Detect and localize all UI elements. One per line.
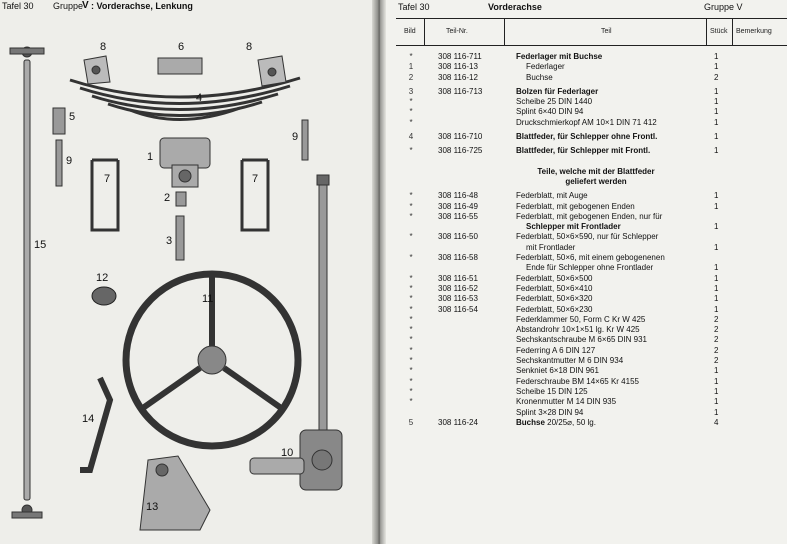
table-row	[396, 212, 787, 222]
table-row	[396, 315, 787, 325]
subheading	[396, 177, 787, 187]
row-teil: mit Frontlader	[526, 242, 576, 252]
row-stueck: 2	[714, 345, 719, 355]
row-teilnr: 308 116-13	[438, 62, 478, 72]
table-row	[396, 73, 787, 83]
row-stueck: 1	[714, 97, 719, 107]
parts-table	[396, 52, 787, 428]
row-bild: *	[409, 201, 413, 211]
callout-13: 13	[146, 501, 159, 513]
col-stueck: Stück	[710, 28, 728, 35]
row-bild: *	[409, 366, 413, 376]
table-row	[396, 346, 787, 356]
row-teil: Federblatt, 50×6×230	[516, 304, 593, 314]
table-row	[396, 274, 787, 284]
row-teil: Federblatt, mit gebogenen Enden	[516, 201, 635, 211]
row-teil: Buchse 20/25⌀, 50 lg.	[516, 417, 596, 427]
row-bild: *	[409, 52, 413, 61]
row-bild: *	[409, 146, 413, 156]
row-stueck: 1	[714, 263, 719, 273]
row-teilnr: 308 116-12	[438, 72, 478, 82]
table-row	[396, 325, 787, 335]
row-bild: 1	[408, 62, 414, 72]
row-stueck: 2	[714, 314, 719, 324]
subheading	[396, 167, 787, 177]
row-teilnr: 308 116-53	[438, 294, 478, 304]
table-row	[396, 52, 787, 62]
row-teil: Blattfeder, für Schlepper ohne Frontl.	[516, 132, 658, 142]
row-bild: 3	[408, 86, 414, 96]
spring-bracket-8-left	[84, 56, 110, 84]
callout-3: 3	[166, 235, 173, 247]
table-row	[396, 62, 787, 72]
callout-4: 4	[196, 92, 203, 104]
row-teilnr: 308 116-52	[438, 283, 478, 293]
callout-7-right: 7	[252, 173, 259, 185]
row-bild: *	[409, 356, 413, 366]
row-bild: *	[409, 376, 413, 386]
table-row	[396, 243, 787, 253]
row-stueck: 1	[714, 376, 719, 386]
bushing-5	[53, 108, 65, 134]
pin-3	[176, 216, 184, 260]
clamp-7-right	[242, 160, 268, 230]
row-bild: *	[409, 117, 413, 127]
row-teilnr: 308 116-50	[438, 232, 478, 242]
row-teil: Buchse	[526, 72, 553, 82]
row-teil: Splint 6×40 DIN 94	[516, 107, 584, 117]
row-bild: 2	[408, 72, 414, 82]
left-page	[0, 0, 372, 544]
row-teil: Splint 3×28 DIN 94	[516, 407, 584, 417]
row-bild: *	[409, 283, 413, 293]
bushing-2	[176, 192, 186, 206]
row-stueck: 1	[714, 201, 719, 211]
bolt-9-right	[302, 120, 308, 160]
bracket-13	[140, 456, 210, 530]
row-stueck: 1	[714, 191, 719, 201]
left-tafel: Tafel 30	[2, 1, 34, 11]
row-stueck: 1	[714, 273, 719, 283]
row-teilnr: 308 116-711	[438, 52, 482, 61]
row-teilnr: 308 116-51	[438, 273, 478, 283]
tie-rod-15	[10, 47, 47, 518]
row-teil: Sechskantmutter M 6 DIN 934	[516, 356, 624, 366]
clamp-7-left	[92, 160, 118, 230]
row-teilnr: 308 116-48	[438, 191, 478, 201]
row-teilnr: 308 116-54	[438, 304, 478, 314]
row-teil: Senkniet 6×18 DIN 961	[516, 366, 599, 376]
callout-9-right: 9	[292, 131, 299, 143]
row-stueck: 1	[714, 52, 719, 61]
right-header	[386, 0, 787, 14]
row-stueck: 1	[714, 222, 719, 232]
row-teil: Federlager	[526, 62, 565, 72]
row-bild: *	[409, 294, 413, 304]
row-bild: 5	[408, 417, 414, 427]
row-stueck: 2	[714, 72, 719, 82]
row-stueck: 1	[714, 107, 719, 117]
right-tafel: Tafel 30	[398, 2, 430, 12]
row-stueck: 1	[714, 62, 719, 72]
row-teil: Federlager mit Buchse	[516, 52, 603, 61]
col-teil: Teil	[601, 28, 612, 35]
row-teil: Federklammer 50, Form C Kr W 425	[516, 314, 646, 324]
table-row	[396, 263, 787, 273]
row-bild: *	[409, 253, 413, 263]
row-teil: Federblatt, mit gebogenen Enden, nur für	[516, 211, 663, 221]
subheading-text: Teile, welche mit der Blattfeder	[537, 166, 655, 176]
row-stueck: 1	[714, 386, 719, 396]
subheading-text: geliefert werden	[565, 176, 627, 186]
right-page	[386, 0, 787, 544]
row-bild: *	[409, 386, 413, 396]
callout-9-left: 9	[66, 155, 73, 167]
parts-diagram	[0, 14, 372, 544]
row-teil: Bolzen für Federlager	[516, 86, 599, 96]
table-row	[396, 146, 787, 156]
row-stueck: 1	[714, 407, 719, 417]
row-teil: Federblatt, 50×6×590, nur für Schlepper	[516, 232, 659, 242]
row-teilnr: 308 116-710	[438, 132, 483, 142]
row-bild: *	[409, 345, 413, 355]
spring-bracket-8-right	[258, 56, 286, 86]
callout-6: 6	[178, 41, 185, 53]
callout-1: 1	[147, 151, 154, 163]
row-bild: *	[409, 397, 413, 407]
row-teil: Federblatt, 50×6×410	[516, 283, 593, 293]
table-row	[396, 366, 787, 376]
callout-5: 5	[69, 111, 76, 123]
row-teil: Federring A 6 DIN 127	[516, 345, 596, 355]
row-teil: Kronenmutter M 14 DIN 935	[516, 397, 617, 407]
row-teil: Scheibe 15 DIN 125	[516, 386, 588, 396]
row-bild: 4	[408, 132, 414, 142]
callout-14: 14	[82, 413, 95, 425]
table-row	[396, 87, 787, 97]
row-stueck: 1	[714, 242, 719, 252]
row-bild: *	[409, 97, 413, 107]
book-gutter	[372, 0, 386, 544]
left-gruppe: Gruppe	[53, 1, 84, 11]
callout-10: 10	[281, 447, 294, 459]
row-teil: Federblatt, 50×6, mit einem gebogenenen	[516, 253, 665, 263]
table-row	[396, 377, 787, 387]
row-stueck: 1	[714, 397, 719, 407]
table-row	[396, 222, 787, 232]
table-row	[396, 191, 787, 201]
callout-8-right: 8	[246, 41, 253, 53]
block-6	[158, 58, 202, 74]
col-teilnr: Teil-Nr.	[446, 28, 468, 35]
row-stueck: 1	[714, 86, 719, 96]
row-stueck: 1	[714, 294, 719, 304]
row-stueck: 4	[714, 417, 719, 427]
row-stueck: 2	[714, 356, 719, 366]
table-row	[396, 408, 787, 418]
row-bild: *	[409, 273, 413, 283]
callout-7-left: 7	[104, 173, 111, 185]
row-teil: Federblatt, mit Auge	[516, 191, 588, 201]
table-row	[396, 232, 787, 242]
row-bild: *	[409, 304, 413, 314]
table-row	[396, 294, 787, 304]
callout-2: 2	[164, 192, 171, 204]
callout-8-left: 8	[100, 41, 107, 53]
right-title: Vorderachse	[488, 2, 542, 12]
table-row	[396, 418, 787, 428]
table-row	[396, 305, 787, 315]
row-teil: Schlepper mit Frontlader	[526, 222, 621, 232]
col-bild: Bild	[404, 28, 416, 35]
row-bild: *	[409, 232, 413, 242]
row-teilnr: 308 116-49	[438, 201, 478, 211]
table-row	[396, 132, 787, 142]
row-stueck: 1	[714, 366, 719, 376]
callout-11: 11	[202, 293, 214, 305]
row-teilnr: 308 116-725	[438, 146, 483, 156]
row-teil: Federschraube BM 14×65 Kr 4155	[516, 376, 639, 386]
cap-12	[92, 287, 116, 305]
row-stueck: 2	[714, 325, 719, 335]
row-teil: Federblatt, 50×6×320	[516, 294, 593, 304]
left-section-title: : Vorderachse, Lenkung	[91, 1, 193, 11]
row-teil: Ende für Schlepper ohne Frontlader	[526, 263, 654, 273]
row-teilnr: 308 116-713	[438, 86, 483, 96]
row-teilnr: 308 116-55	[438, 211, 478, 221]
table-row	[396, 253, 787, 263]
left-gruppe-letter: V	[82, 0, 89, 11]
row-stueck: 1	[714, 283, 719, 293]
row-bild: *	[409, 325, 413, 335]
row-stueck: 1	[714, 146, 719, 156]
table-header	[396, 18, 787, 46]
row-teil: Blattfeder, für Schlepper mit Frontl.	[516, 146, 651, 156]
row-teil: Druckschmierkopf AM 10×1 DIN 71 412	[516, 117, 657, 127]
table-row	[396, 387, 787, 397]
table-row	[396, 202, 787, 212]
row-bild: *	[409, 211, 413, 221]
row-bild: *	[409, 107, 413, 117]
table-row	[396, 284, 787, 294]
callout-15: 15	[34, 239, 47, 251]
right-gruppe: Gruppe V	[704, 2, 743, 12]
table-row	[396, 118, 787, 128]
row-stueck: 1	[714, 304, 719, 314]
row-teilnr: 308 116-24	[438, 417, 478, 427]
row-stueck: 2	[714, 335, 719, 345]
row-teilnr: 308 116-58	[438, 253, 478, 263]
table-row	[396, 356, 787, 366]
row-stueck: 1	[714, 117, 719, 127]
row-bild: *	[409, 335, 413, 345]
row-teil: Abstandrohr 10×1×51 lg. Kr W 425	[516, 325, 640, 335]
row-bild: *	[409, 191, 413, 201]
table-row	[396, 335, 787, 345]
table-row	[396, 397, 787, 407]
left-header	[0, 0, 372, 12]
row-stueck: 1	[714, 132, 719, 142]
col-bemerkung: Bemerkung	[736, 28, 772, 35]
table-row	[396, 97, 787, 107]
row-teil: Sechskantschraube M 6×65 DIN 931	[516, 335, 647, 345]
row-teil: Federblatt, 50×6×500	[516, 273, 593, 283]
callout-12: 12	[96, 272, 109, 284]
row-bild: *	[409, 314, 413, 324]
bolt-9-left	[56, 140, 62, 186]
spring-bearing-1	[160, 138, 210, 187]
table-row	[396, 107, 787, 117]
row-teil: Scheibe 25 DIN 1440	[516, 97, 593, 107]
